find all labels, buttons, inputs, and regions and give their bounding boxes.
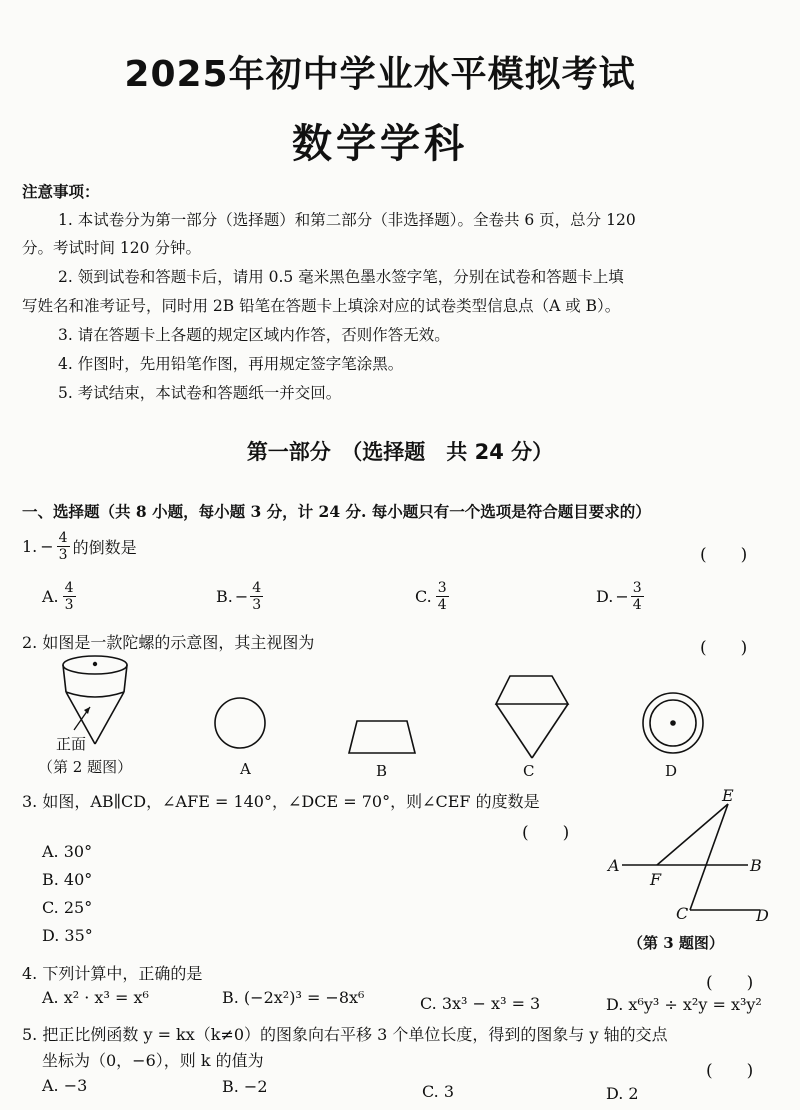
q1-sign: − bbox=[40, 537, 54, 556]
q1-option-c: C. $\frac{3}{4}$ bbox=[415, 580, 447, 613]
question-5-line-1: 5. 把正比例函数 y = kx（k≠0）的图象向右平移 3 个单位长度，得到的图象与 y 轴的交点 bbox=[22, 1025, 668, 1044]
q5-option-c: C. 3 bbox=[422, 1082, 455, 1101]
q1-option-a: A. $\frac{4}{3}$ bbox=[42, 580, 74, 613]
q3-option-a: A. 30° bbox=[42, 842, 93, 861]
q2-option-a-label: A bbox=[240, 760, 251, 778]
q2-option-d-label: D bbox=[665, 762, 678, 780]
point-b-label: B bbox=[750, 856, 762, 875]
front-label: 正面 bbox=[56, 735, 87, 753]
q1-number: 1. bbox=[22, 537, 38, 556]
q1-text: 的倒数是 bbox=[72, 538, 137, 557]
q5-option-a: A. −3 bbox=[42, 1076, 88, 1095]
question-3: 3. 如图，AB∥CD，∠AFE = 140°，∠DCE = 70°，则∠CEF 的度数是 bbox=[22, 792, 540, 811]
question-4: 4. 下列计算中，正确的是 bbox=[22, 964, 203, 983]
q2-option-b-label: B bbox=[376, 762, 388, 780]
q5-option-b: B. −2 bbox=[222, 1077, 268, 1096]
spinning-top-figure bbox=[40, 652, 140, 752]
q4-option-c: C. 3x³ − x³ = 3 bbox=[420, 994, 541, 1013]
section-title: 第一部分 （选择题 共 24 分） bbox=[246, 440, 554, 464]
notice-line-1: 1. 本试卷分为第一部分（选择题）和第二部分（非选择题）。全卷共 6 页，总分 120 bbox=[58, 211, 636, 229]
notice-line-2: 分。考试时间 120 分钟。 bbox=[22, 239, 201, 257]
q2-option-c-label: C bbox=[523, 762, 535, 780]
notice-line-4: 写姓名和准考证号，同时用 2B 铅笔在答题卡上填涂对应的试卷类型信息点（A 或 B）。 bbox=[22, 297, 621, 315]
q1-answer-bracket: ( ) bbox=[700, 545, 748, 565]
option-a-circle-figure bbox=[210, 693, 270, 753]
q2-answer-bracket: ( ) bbox=[700, 638, 748, 658]
option-d-concentric-figure bbox=[638, 688, 708, 758]
notice-line-6: 4. 作图时，先用铅笔作图，再用规定签字笔涂黑。 bbox=[58, 355, 404, 373]
q1-option-b: B. − $\frac{4}{3}$ bbox=[216, 580, 262, 613]
point-a-label: A bbox=[608, 856, 620, 875]
q3-figure-caption: （第 3 题图） bbox=[628, 934, 724, 952]
q3-answer-bracket: ( ) bbox=[522, 823, 570, 843]
notice-line-5: 3. 请在答题卡上各题的规定区域内作答，否则作答无效。 bbox=[58, 326, 450, 344]
q4-option-b: B. (−2x²)³ = −8x⁶ bbox=[222, 988, 365, 1007]
question-2: 2. 如图是一款陀螺的示意图，其主视图为 bbox=[22, 633, 315, 652]
q5-answer-bracket: ( ) bbox=[706, 1061, 754, 1081]
q4-option-d: D. x⁶y³ ÷ x²y = x³y² bbox=[606, 995, 762, 1014]
notice-line-7: 5. 考试结束，本试卷和答题纸一并交回。 bbox=[58, 384, 342, 402]
q3-option-c: C. 25° bbox=[42, 898, 93, 917]
q2-figure-caption: （第 2 题图） bbox=[38, 758, 133, 776]
q5-option-d: D. 2 bbox=[606, 1084, 639, 1103]
option-b-trapezoid-figure bbox=[345, 716, 420, 758]
q4-answer-bracket: ( ) bbox=[706, 973, 754, 993]
subject-title: 数学学科 bbox=[292, 121, 468, 167]
notice-heading: 注意事项： bbox=[22, 182, 100, 201]
q3-option-b: B. 40° bbox=[42, 870, 93, 889]
q3-option-d: D. 35° bbox=[42, 926, 93, 945]
q1-option-d: D. − $\frac{3}{4}$ bbox=[596, 580, 642, 613]
exam-title: 2025年初中学业水平模拟考试 bbox=[124, 54, 636, 95]
section-instruction: 一、选择题（共 8 小题，每小题 3 分，计 24 分. 每小题只有一个选项是符合题目要求的） bbox=[22, 502, 651, 521]
question-1 bbox=[22, 530, 137, 563]
point-d-label: D bbox=[756, 906, 769, 925]
q4-option-a: A. x² · x³ = x⁶ bbox=[42, 988, 149, 1007]
question-5-line-2: 坐标为（0，−6），则 k 的值为 bbox=[42, 1051, 264, 1070]
point-c-label: C bbox=[676, 904, 689, 923]
point-e-label: E bbox=[722, 786, 734, 805]
point-f-label: F bbox=[650, 870, 662, 889]
notice-line-3: 2. 领到试卷和答题卡后，请用 0.5 毫米黑色墨水签字笔，分别在试卷和答题卡上填 bbox=[58, 268, 624, 286]
option-c-figure bbox=[492, 672, 572, 762]
q1-fraction: $\frac{4}{3}$ bbox=[58, 530, 68, 563]
